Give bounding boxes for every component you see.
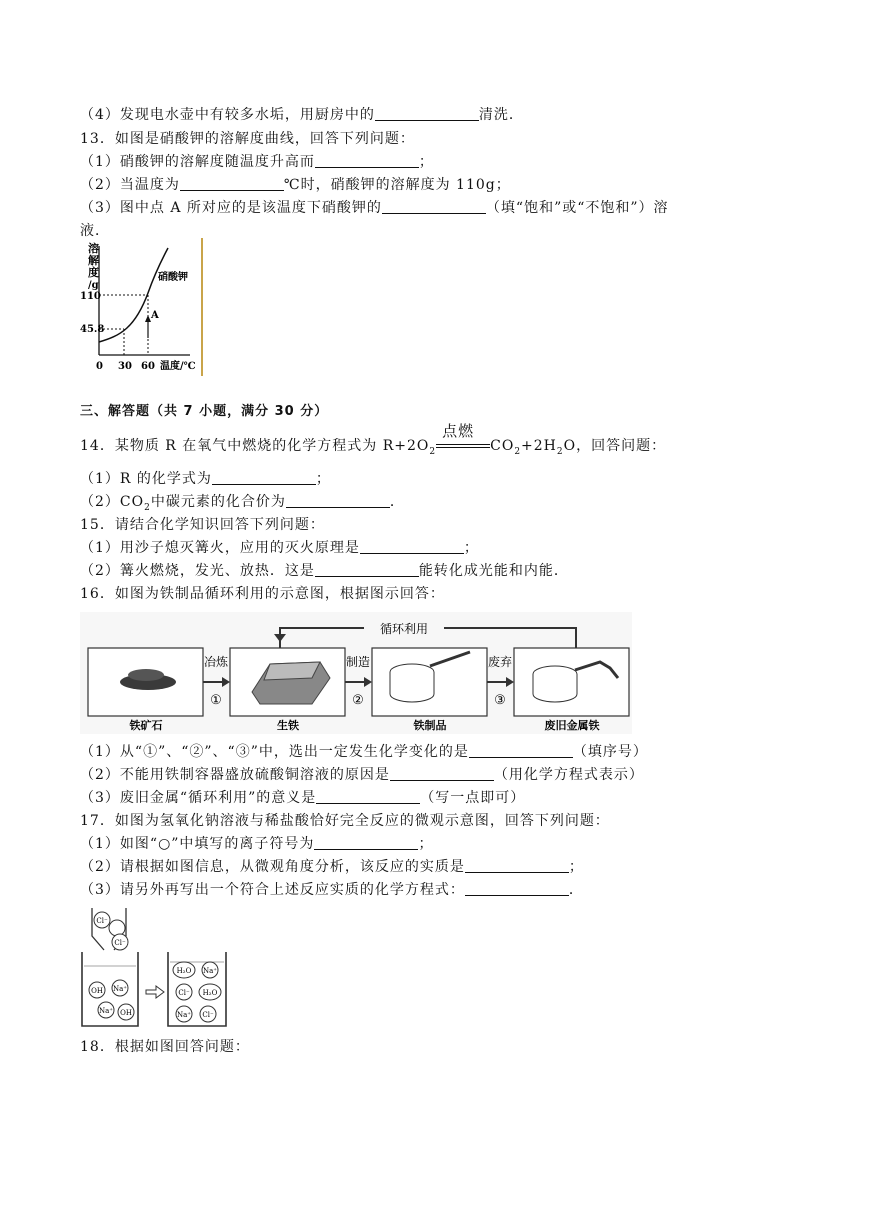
q17-part2-text: （2）请根据如图信息，从微观角度分析，该反应的实质是 bbox=[80, 859, 465, 875]
q13-part1-blank[interactable] bbox=[315, 153, 419, 168]
q15-part1-text: （1）用沙子熄灭篝火，应用的灭火原理是 bbox=[80, 540, 360, 556]
q17-part3 bbox=[80, 881, 584, 899]
step-1-circle: ① bbox=[210, 693, 222, 708]
q14-part1-text: （1）R 的化学式为 bbox=[80, 471, 212, 487]
q15-part2-text: （2）篝火燃烧，发光、放热．这是 bbox=[80, 563, 315, 579]
q13-part2-tail: ℃时，硝酸钾的溶解度为 110g； bbox=[283, 177, 511, 193]
q13-part3-cont: 液． bbox=[80, 223, 110, 239]
q16-part1 bbox=[80, 743, 648, 761]
q13-part2 bbox=[80, 176, 511, 194]
box-pig-iron-label: 生铁 bbox=[277, 719, 299, 732]
section-3-heading: 三、解答题（共 7 小题，满分 30 分） bbox=[80, 404, 329, 419]
q16-part1-blank[interactable] bbox=[469, 743, 573, 758]
q17-part1-text: （1）如图“○”中填写的离子符号为 bbox=[80, 836, 315, 852]
ion-na-3-label: Na⁺ bbox=[203, 967, 217, 975]
reaction-arrow-icon bbox=[146, 986, 164, 998]
ion-cl-2-label: Cl⁻ bbox=[202, 1011, 214, 1019]
q16-part3-blank[interactable] bbox=[316, 789, 420, 804]
ion-oh-1-label: OH bbox=[91, 987, 103, 995]
molecule-h2o-2-label: H₂O bbox=[202, 989, 218, 997]
q16-part3-text: （3）废旧金属“循环利用”的意义是 bbox=[80, 790, 317, 806]
q13-part2-blank[interactable] bbox=[180, 176, 284, 191]
step-2-circle: ② bbox=[352, 693, 364, 708]
q16-part2 bbox=[80, 766, 644, 784]
q15-stem: 15．请结合化学知识回答下列问题： bbox=[80, 517, 325, 533]
q14-stem bbox=[80, 422, 667, 461]
box-iron-product-label: 铁制品 bbox=[413, 719, 447, 732]
q15-part2 bbox=[80, 562, 569, 580]
chart-xtick-30: 30 bbox=[118, 361, 132, 372]
iron-recycling-diagram bbox=[80, 612, 632, 734]
box-scrap-iron-label: 废旧金属铁 bbox=[544, 719, 600, 732]
step-2-label: 制造 bbox=[345, 655, 371, 669]
q17-part1-blank[interactable] bbox=[314, 835, 418, 850]
dropper-ion-2 bbox=[109, 920, 125, 936]
q13-part3 bbox=[80, 199, 669, 217]
q16-part2-tail: （用化学方程式表示） bbox=[493, 767, 644, 783]
q17-part2-tail: ； bbox=[568, 859, 584, 875]
q14-stem-text: 14．某物质 R 在氧气中燃烧的化学方程式为 R+2O bbox=[80, 438, 430, 454]
q13-stem: 13．如图是硝酸钾的溶解度曲线，回答下列问题： bbox=[80, 131, 415, 147]
q13-part1-tail: ； bbox=[418, 154, 434, 170]
q18-stem: 18．根据如图回答问题： bbox=[80, 1039, 250, 1055]
dropper-ion-1-label: Cl⁻ bbox=[96, 917, 108, 925]
box-ore-label: 铁矿石 bbox=[129, 719, 163, 732]
q14-condition: 点燃 bbox=[442, 422, 475, 440]
ion-cl-1-label: Cl⁻ bbox=[178, 989, 190, 997]
q14-bar-bottom bbox=[436, 447, 490, 448]
q15-part1 bbox=[80, 539, 479, 557]
q13-part3-blank[interactable] bbox=[382, 199, 486, 214]
q13-part1 bbox=[80, 153, 434, 171]
q17-part3-text: （3）请另外再写出一个符合上述反应实质的化学方程式： bbox=[80, 882, 465, 898]
q14-part2-mid: 中碳元素的化合价为 bbox=[150, 494, 286, 510]
q14-co2: CO bbox=[490, 438, 515, 454]
loop-label: 循环利用 bbox=[379, 622, 429, 636]
q16-part1-text: （1）从“①”、“②”、“③”中，选出一定发生化学变化的是 bbox=[80, 744, 469, 760]
chart-ylabel-4: /g bbox=[88, 280, 99, 291]
pig-iron-top bbox=[264, 662, 320, 680]
q16-part2-text: （2）不能用铁制容器盛放硫酸铜溶液的原因是 bbox=[80, 767, 390, 783]
chart-ylabel-3: 度 bbox=[88, 266, 99, 279]
dropper-ion-3-label: Cl⁻ bbox=[114, 939, 126, 947]
step-3-label: 废弃 bbox=[487, 655, 513, 669]
q14-part2-blank[interactable] bbox=[286, 493, 390, 508]
q14-o2-sub: 2 bbox=[429, 446, 437, 457]
reaction-micro-diagram bbox=[80, 906, 230, 1030]
q17-stem: 17．如图为氢氧化钠溶液与稀盐酸恰好完全反应的微观示意图，回答下列问题： bbox=[80, 813, 610, 829]
q16-stem: 16．如图为铁制品循环利用的示意图，根据图示回答： bbox=[80, 586, 445, 602]
chart-ytick-45: 45.8 bbox=[80, 324, 105, 335]
pot-body bbox=[390, 672, 434, 702]
chart-curve bbox=[99, 248, 168, 342]
q15-part1-blank[interactable] bbox=[360, 539, 464, 554]
q14-part1 bbox=[80, 470, 331, 488]
ion-na-2-label: Na⁺ bbox=[99, 1007, 113, 1015]
q14-part1-tail: ； bbox=[315, 471, 331, 487]
q16-part3 bbox=[80, 789, 525, 807]
molecule-h2o-1-label: H₂O bbox=[176, 967, 192, 975]
q14-part2-text: （2）CO bbox=[80, 494, 145, 510]
solubility-chart bbox=[80, 238, 206, 376]
chart-ylabel-2: 解 bbox=[88, 254, 99, 267]
q12-part4-tail: 清洗． bbox=[478, 107, 524, 123]
q12-part4-text: （4）发现电水壶中有较多水垢，用厨房中的 bbox=[80, 107, 375, 123]
q12-part4 bbox=[80, 106, 524, 124]
q16-part1-tail: （填序号） bbox=[572, 744, 648, 760]
chart-point-a: A bbox=[151, 310, 159, 321]
q14-co2-sub: 2 bbox=[514, 446, 522, 457]
q16-part3-tail: （写一点即可） bbox=[420, 790, 526, 806]
q15-part2-blank[interactable] bbox=[315, 562, 419, 577]
step-3-circle: ③ bbox=[494, 693, 506, 708]
chart-xtick-0: 0 bbox=[96, 361, 103, 372]
ion-oh-2-label: OH bbox=[120, 1009, 132, 1017]
ore-pile-top bbox=[128, 669, 164, 681]
chart-xtick-60: 60 bbox=[141, 361, 155, 372]
step-1-label: 冶炼 bbox=[203, 655, 229, 669]
q17-part3-blank[interactable] bbox=[465, 881, 569, 896]
q15-part1-tail: ； bbox=[463, 540, 479, 556]
chart-curve-label: 硝酸钾 bbox=[158, 272, 188, 283]
chart-xlabel: 温度/℃ bbox=[160, 361, 196, 372]
q17-part2-blank[interactable] bbox=[465, 858, 569, 873]
q12-part4-blank[interactable] bbox=[375, 106, 479, 121]
q13-part2-text: （2）当温度为 bbox=[80, 177, 180, 193]
q14-part2-tail: ． bbox=[389, 494, 405, 510]
q14-equals-sign bbox=[436, 422, 490, 454]
q14-part1-blank[interactable] bbox=[212, 470, 316, 485]
q14-stem-tail: O，回答问题： bbox=[563, 438, 667, 454]
q14-h2o-sub: 2 bbox=[556, 446, 564, 457]
ion-na-1-label: Na⁺ bbox=[113, 985, 127, 993]
q17-part2 bbox=[80, 858, 584, 876]
q14-part2 bbox=[80, 493, 405, 517]
q17-part3-tail: ． bbox=[568, 882, 584, 898]
q17-part1-tail: ； bbox=[418, 836, 434, 852]
q14-h2o: +2H bbox=[521, 438, 557, 454]
q17-part1 bbox=[80, 835, 433, 853]
q13-part3-tail: （填“饱和”或“不饱和”）溶 bbox=[485, 200, 669, 216]
q14-part2-sub: 2 bbox=[144, 502, 151, 513]
ion-na-4-label: Na⁺ bbox=[177, 1011, 191, 1019]
q14-bar-top bbox=[436, 444, 490, 445]
q13-part3-text: （3）图中点 A 所对应的是该温度下硝酸钾的 bbox=[80, 200, 382, 216]
scrap-pot-body bbox=[533, 674, 577, 702]
q16-part2-blank[interactable] bbox=[390, 766, 494, 781]
q13-part1-text: （1）硝酸钾的溶解度随温度升高而 bbox=[80, 154, 315, 170]
chart-ylabel-1: 溶 bbox=[88, 242, 99, 255]
q15-part2-tail: 能转化成光能和内能． bbox=[418, 563, 569, 579]
chart-ytick-110: 110 bbox=[80, 291, 101, 302]
